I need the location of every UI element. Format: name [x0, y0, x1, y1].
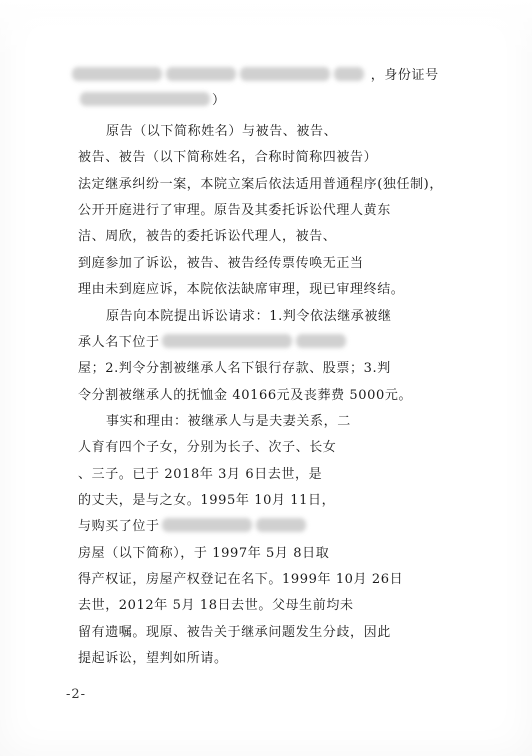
- text-line: [78, 544, 478, 563]
- text-segment: 原告向本院提出诉讼请求：1.判令依法继承被继: [106, 309, 392, 324]
- text-segment: 到庭参加了诉讼，被告、被告经传票传唤无正当: [78, 256, 364, 271]
- text-line: [106, 412, 506, 431]
- text-segment: 法定继承纠纷一案，本院立案后依法适用普通程序(独任制)，: [78, 177, 443, 192]
- text-line: [78, 386, 478, 405]
- text-segment: 、三子。已于 2018年 3月 6日去世，是: [78, 467, 323, 482]
- page-number: -2-: [66, 687, 87, 702]
- text-line: [78, 201, 478, 220]
- text-line: [78, 359, 478, 378]
- text-segment: 提起诉讼，望判如所请。: [78, 651, 228, 666]
- text-segment: 事实和理由：被继承人与是夫妻关系，二: [106, 414, 351, 429]
- text-line: [78, 649, 478, 668]
- text-line: [78, 254, 478, 273]
- text-segment: 承人名下位于: [78, 335, 160, 350]
- text-line: [106, 307, 506, 326]
- text-line: [106, 122, 506, 141]
- text-line: [78, 517, 478, 536]
- text-segment: ）: [212, 93, 226, 108]
- text-segment: ，身份证号: [370, 68, 439, 83]
- text-line: [78, 438, 478, 457]
- text-segment: 理由未到庭应诉，本院依法缺席审理，现已审理终结。: [78, 282, 405, 297]
- text-line: [78, 148, 478, 167]
- text-line: [78, 227, 478, 246]
- text-segment: 去世，2012年 5月 18日去世。父母生前均未: [78, 598, 354, 613]
- text-line: [70, 66, 470, 85]
- text-segment: 屋；2.判令分割被继承人名下银行存款、股票；3.判: [78, 361, 391, 376]
- text-line: [78, 91, 478, 110]
- text-line: [78, 175, 478, 194]
- text-segment: 公开开庭进行了审理。原告及其委托诉讼代理人黄东: [78, 203, 391, 218]
- text-segment: 的丈夫，是与之女。1995年 10月 11日，: [78, 493, 336, 508]
- text-segment: 原告（以下简称姓名）与被告、被告、: [106, 124, 338, 139]
- text-segment: 被告、被告（以下简称姓名，合称时简称四被告）: [78, 150, 378, 165]
- text-segment: 得产权证，房屋产权登记在名下。1999年 10月 26日: [78, 572, 404, 587]
- text-segment: 令分割被继承人的抚恤金 40166元及丧葬费 5000元。: [78, 388, 413, 403]
- text-line: [78, 333, 478, 352]
- text-segment: 与购买了位于: [78, 519, 160, 534]
- text-line: [78, 491, 478, 510]
- text-segment: 人育有四个子女，分别为长子、次子、长女: [78, 440, 337, 455]
- text-line: [78, 570, 478, 589]
- text-line: [78, 596, 478, 615]
- text-segment: 留有遗嘱。现原、被告关于继承问题发生分歧，因此: [78, 625, 391, 640]
- text-line: [78, 623, 478, 642]
- text-line: [78, 465, 478, 484]
- text-segment: 房屋（以下简称），于 1997年 5月 8日取: [78, 546, 330, 561]
- text-segment: 洁、周欣，被告的委托诉讼代理人，被告、: [78, 229, 337, 244]
- text-line: [78, 280, 478, 299]
- scan-fade: [0, 0, 532, 60]
